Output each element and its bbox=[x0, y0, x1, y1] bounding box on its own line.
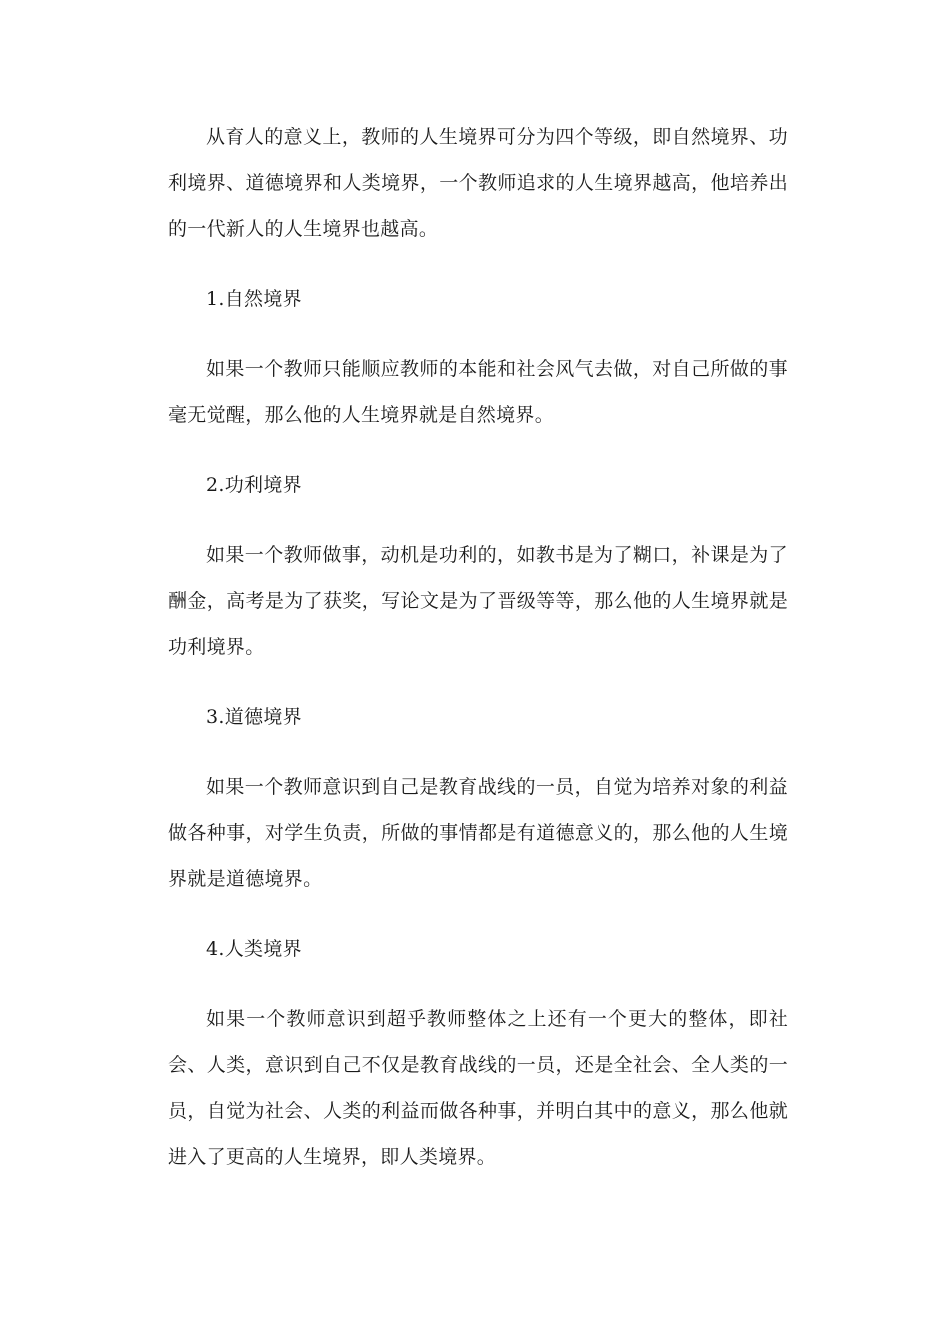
section-body-humanity: 如果一个教师意识到超乎教师整体之上还有一个更大的整体，即社会、人类，意识到自己不仅是教育战线的一员，还是全社会、全人类的一员，自觉为社会、人类的利益而做各种事，并明白其中的意义，那么他就进入了更高的人生境界，即人类境界。 bbox=[168, 1008, 788, 1168]
section-body-moral: 如果一个教师意识到自己是教育战线的一员，自觉为培养对象的利益做各种事，对学生负责，所做的事情都是有道德意义的，那么他的人生境界就是道德境界。 bbox=[168, 776, 788, 890]
section-heading-moral: 3.道德境界 bbox=[206, 706, 302, 728]
section-heading-humanity: 4.人类境界 bbox=[206, 938, 302, 960]
section-body-utilitarian: 如果一个教师做事，动机是功利的，如教书是为了糊口，补课是为了酬金，高考是为了获奖，写论文是为了晋级等等，那么他的人生境界就是功利境界。 bbox=[168, 544, 788, 658]
document-body bbox=[168, 114, 788, 1204]
section-heading-utilitarian: 2.功利境界 bbox=[206, 474, 302, 496]
intro-paragraph: 从育人的意义上，教师的人生境界可分为四个等级，即自然境界、功利境界、道德境界和人类境界，一个教师追求的人生境界越高，他培养出的一代新人的人生境界也越高。 bbox=[168, 126, 788, 240]
section-body-natural: 如果一个教师只能顺应教师的本能和社会风气去做，对自己所做的事毫无觉醒，那么他的人生境界就是自然境界。 bbox=[168, 358, 788, 426]
section-heading-natural: 1.自然境界 bbox=[206, 288, 302, 310]
